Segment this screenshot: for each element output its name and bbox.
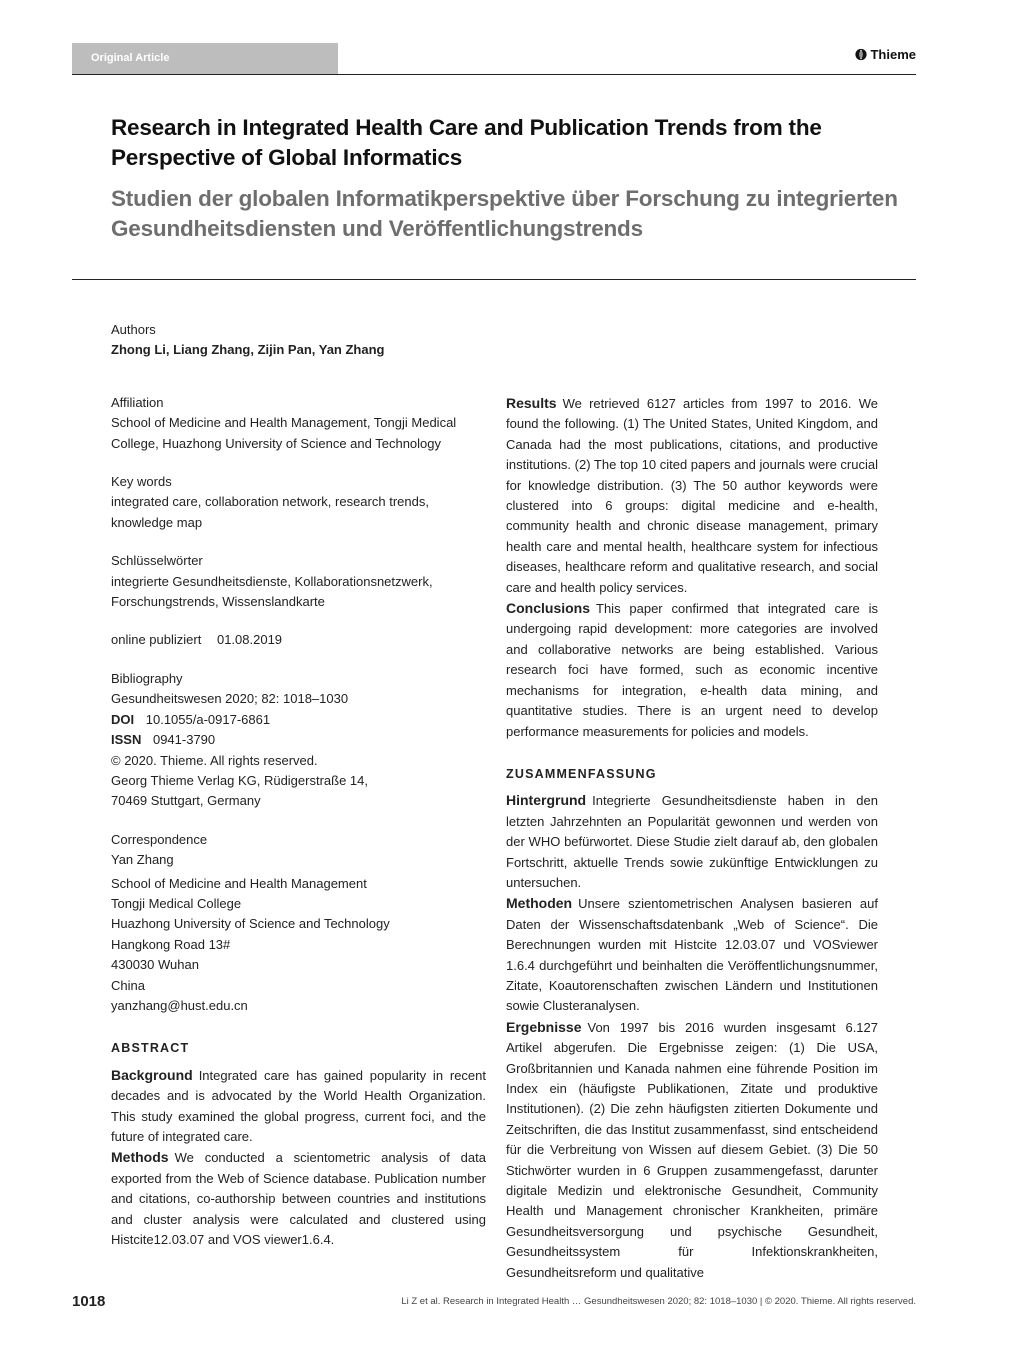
authors-names: Zhong Li, Liang Zhang, Zijin Pan, Yan Zhang (111, 342, 385, 358)
issn-row (111, 730, 486, 750)
conclusions-label: Conclusions (506, 600, 591, 617)
left-column (111, 320, 486, 1250)
keywords-block (111, 472, 486, 533)
publisher-name: Thieme (870, 47, 916, 62)
online-date: 01.08.2019 (216, 632, 283, 648)
methods-label: Methods (111, 1149, 169, 1166)
title-english: Research in Integrated Health Care and Publication Trends from the Perspective of Global Informatics (111, 115, 822, 170)
zusammenfassung-ergebnisse (506, 1017, 878, 1283)
background-label: Background (111, 1066, 193, 1083)
address-line: 430030 Wuhan (111, 957, 199, 973)
zusammenfassung-heading: ZUSAMMENFASSUNG (506, 766, 657, 781)
results-text: We retrieved 6127 articles from 1997 to 2016. We found the following. (1) The United States, United Kingdom, and Canada had the most publications, citations, and productive institutions. (2) The top 10 cited papers and journals were crucial for knowledge distribution. (3) The 50 author keywords were clustered into 6 groups: digital medicine and e-health, community health and chronic disease management, primary health care and mental health, healthcare system for infectious diseases, healthcare reform and qualitative research, and social care and health policy services. (506, 396, 878, 595)
title-divider (72, 279, 916, 280)
affiliation-block (111, 393, 486, 454)
publisher-address-line-1: Georg Thieme Verlag KG, Rüdigerstraße 14, (111, 772, 368, 788)
schluesselwoerter-block (111, 551, 486, 612)
address-line: Hangkong Road 13# (111, 936, 231, 952)
address-line: School of Medicine and Health Management (111, 875, 367, 891)
abstract-methods (111, 1147, 486, 1250)
background-text: Integrated care has gained popularity in recent decades and is advocated by the World Health Organization. This study examined the global progress, current foci, and the future of integrated care. (111, 1067, 486, 1144)
doi-label: DOI (111, 711, 135, 727)
hintergrund-label: Hintergrund (506, 792, 587, 809)
copyright-line: © 2020. Thieme. All rights reserved. (111, 752, 318, 768)
correspondence-block (111, 830, 486, 1017)
issn-value: 0941-3790 (152, 732, 216, 748)
header-divider (72, 74, 916, 75)
abstract-results (506, 393, 878, 598)
address-line: Huazhong University of Science and Technology (111, 916, 390, 932)
publisher-address-line-2: 70469 Stuttgart, Germany (111, 793, 261, 809)
publisher-mark (855, 47, 916, 62)
hintergrund-text: Integrierte Gesundheitsdienste haben in den letzten Jahrzehnten an Popularität gewonnen und werden von der WHO befürwortet. Diese Studie zielt darauf ab, den globalen Fortschritt, aktuelle Trends sowie zukünftige Entwicklungen zu untersuchen. (506, 793, 878, 890)
conclusions-text: This paper confirmed that integrated care is undergoing rapid development: more categories are involved and collaborative networks are being established. Various research foci have formed, such as economic incentive mechanisms for integration, e-health data mining, and quantitative studies. There is an urgent need to develop performance measurements for policies and models. (506, 601, 878, 739)
correspondence-label: Correspondence (111, 831, 208, 847)
address-line: Tongji Medical College (111, 895, 242, 911)
bibliography-label: Bibliography (111, 670, 183, 686)
bibliography-block (111, 669, 486, 812)
authors-label: Authors (111, 322, 156, 337)
abstract-conclusions (506, 598, 878, 742)
abstract-section (111, 1038, 486, 1250)
results-label: Results (506, 395, 557, 411)
online-label: online publiziert (111, 632, 202, 648)
schluesselwoerter-text: integrierte Gesundheitsdienste, Kollaborationsnetzwerk, Forschungstrends, Wissenslandkarte (111, 573, 433, 610)
zusammenfassung-methoden (506, 893, 878, 1016)
doi-value: 10.1055/a-0917-6861 (145, 711, 271, 727)
methoden-text: Unsere szientometrischen Analysen basieren auf Daten der Wissenschaftsdatenbank „Web of Science“. Die Berechnungen wurden mit Histcite 12.03.07 und VOSviewer 1.6.4 durchgeführt und beinhalten die Veröffentlichungsnummer, Zitate, Koautorenschaften zwischen Ländern und Institutionen sowie Clusteranalysen. (506, 896, 878, 1014)
correspondence-email[interactable]: yanzhang@hust.edu.cn (111, 997, 248, 1013)
title-german: Studien der globalen Informatikperspektive über Forschung zu integrierten Gesundheitsdiensten und Veröffentlichungstrends (111, 186, 898, 241)
affiliation-text: School of Medicine and Health Management, Tongji Medical College, Huazhong University of Science and Technology (111, 415, 457, 451)
doi-row (111, 710, 486, 730)
keywords-text: integrated care, collaboration network, research trends, knowledge map (111, 494, 429, 530)
footer-citation: Li Z et al. Research in Integrated Health … Gesundheitswesen 2020; 82: 1018–1030 | © 2020. Thieme. All rights reserved. (401, 1296, 916, 1307)
authors-block (111, 320, 486, 361)
article-type-label: Original Article (91, 52, 170, 64)
issn-label: ISSN (111, 732, 142, 748)
abstract-background (111, 1065, 486, 1148)
page-number: 1018 (72, 1293, 106, 1310)
abstract-heading: ABSTRACT (111, 1041, 190, 1056)
schluesselwoerter-label: Schlüsselwörter (111, 553, 203, 569)
bibliography-citation: Gesundheitswesen 2020; 82: 1018–1030 (111, 691, 349, 707)
address-line: China (111, 977, 145, 993)
right-column (506, 393, 878, 1283)
zusammenfassung-hintergrund (506, 790, 878, 893)
article-type-tab (72, 43, 338, 75)
keywords-label: Key words (111, 474, 172, 490)
online-published (111, 630, 486, 650)
zusammenfassung-section (506, 764, 878, 1283)
correspondence-name: Yan Zhang (111, 852, 174, 868)
methoden-label: Methoden (506, 895, 573, 912)
ergebnisse-text: Von 1997 bis 2016 wurden insgesamt 6.127 Artikel abgerufen. Die Ergebnisse zeigen: (1) Die USA, Großbritannien und Kanada nahmen eine führende Position im Index ein (häufigste Publikationen, Zitate und produktive Institutionen). (2) Die zehn häufigsten zitierten Dokumente und Zeitschriften, die das Institut zusammenfasst, sind entscheidend für die Verbreitung von Wissen auf diesem Gebiet. (3) Die 50 Stichwörter wurden in 6 Gruppen zusammengefasst, darunter digitale Medizin und elektronische Gesundheit, Community Health und Management chronischer Krankheiten, primäre Gesundheitsversorgung und psychische Gesundheit, Gesundheitssystem für Infektionskrankheiten, Gesundheitsreform und qualitative (506, 1019, 878, 1280)
thieme-logo-icon (855, 48, 867, 61)
affiliation-label: Affiliation (111, 394, 164, 410)
correspondence-address (111, 874, 486, 1017)
ergebnisse-label: Ergebnisse (506, 1018, 582, 1035)
methods-text: We conducted a scientometric analysis of data exported from the Web of Science database. Publication number and citations, co-authorship between countries and institutions and cluster analysis were calculated and clustered using Histcite12.03.07 and VOS viewer1.6.4. (111, 1150, 486, 1248)
